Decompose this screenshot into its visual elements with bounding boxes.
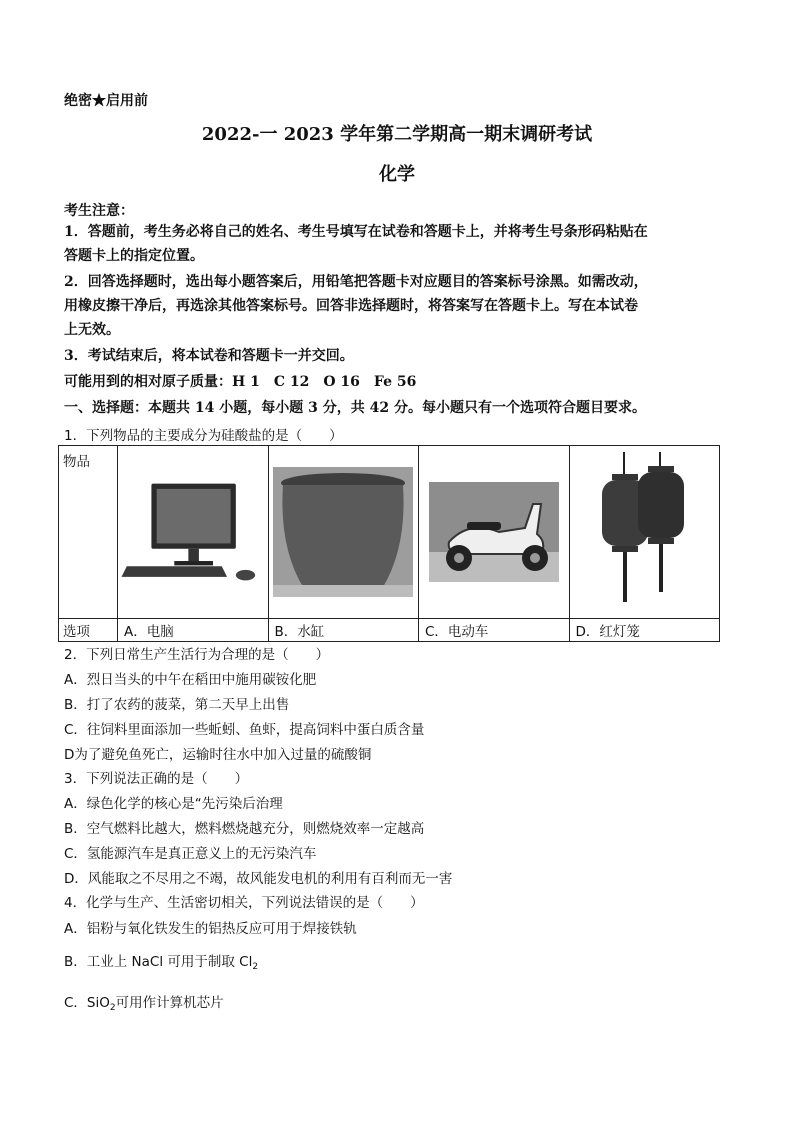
notice-item-2-line-1: 2．回答选择题时，选出每小题答案后，用铅笔把答题卡对应题目的答案标号涂黑。如需改动，: [64, 274, 648, 290]
computer-image-cell: [118, 446, 269, 619]
question-3-option-c: C．氢能源汽车是真正意义上的无污染汽车: [64, 846, 317, 862]
option-d: D．红灯笼: [569, 619, 720, 642]
question-2-option-b: B．打了农药的菠菜，第二天早上出售: [64, 697, 290, 713]
confidential-mark: 绝密★启用前: [64, 93, 148, 109]
water-jar-image-cell: [268, 446, 419, 619]
question-4-option-c-text: 可用作计算机芯片: [115, 995, 224, 1011]
row-label-items: 物品: [59, 446, 118, 619]
question-3-option-b: B．空气燃料比越大，燃料燃烧越充分，则燃烧效率一定越高: [64, 821, 425, 837]
option-c: C．电动车: [419, 619, 570, 642]
scooter-image: [429, 482, 559, 582]
silica-subscript: 2: [109, 1003, 116, 1013]
notice-item-1-line-1: 1．答题前，考生务必将自己的姓名、考生号填写在试卷和答题卡上，并将考生号条形码粘贴在: [64, 224, 648, 240]
option-b: B．水缸: [268, 619, 419, 642]
scooter-image-cell: [419, 446, 570, 619]
question-3-option-d: D．风能取之不尽用之不竭，故风能发电机的利用有百利而无一害: [64, 871, 453, 887]
question-3-option-a: A．绿色化学的核心是“先污染后治理: [64, 796, 283, 812]
red-lantern-image: [594, 452, 694, 612]
question-1-table: [58, 445, 720, 642]
question-2-stem: 2．下列日常生产生活行为合理的是（ ）: [64, 647, 330, 663]
question-2-option-d: D为了避免鱼死亡，运输时往水中加入过量的硫酸铜: [64, 747, 372, 763]
chlorine-subscript: 2: [252, 962, 259, 972]
question-3-stem: 3．下列说法正确的是（ ）: [64, 771, 249, 787]
row-label-options: 选项: [59, 619, 118, 642]
question-4-option-c-formula: C．SiO: [64, 995, 110, 1011]
exam-title: 2022-一 2023 学年第二学期高一期末调研考试: [201, 124, 593, 145]
atomic-masses: 可能用到的相对原子质量：H 1 C 12 O 16 Fe 56: [64, 374, 417, 390]
question-4-option-b-text: B．工业上 NaCl 可用于制取 Cl: [64, 954, 253, 970]
question-4-stem: 4．化学与生产、生活密切相关，下列说法错误的是（ ）: [64, 895, 424, 911]
notice-item-2-line-3: 上无效。: [64, 322, 120, 338]
section-heading: 一、选择题：本题共 14 小题，每小题 3 分，共 42 分。每小题只有一个选项符合题目要求。: [64, 400, 646, 416]
question-2-option-a: A．烈日当头的中午在稻田中施用碳铵化肥: [64, 672, 317, 688]
notice-item-1-line-2: 答题卡上的指定位置。: [64, 248, 204, 264]
notice-item-3: 3．考试结束后，将本试卷和答题卡一并交回。: [64, 348, 354, 364]
subject-title: 化学: [379, 164, 415, 185]
question-1-stem: 1．下列物品的主要成分为硅酸盐的是（ ）: [64, 428, 343, 444]
question-4-option-c: [64, 991, 224, 1013]
question-4-option-b: [64, 950, 258, 972]
water-jar-image: [273, 467, 413, 597]
option-a: A．电脑: [118, 619, 269, 642]
question-2-option-c: C．往饲料里面添加一些蚯蚓、鱼虾，提高饲料中蛋白质含量: [64, 722, 425, 738]
notice-heading: 考生注意：: [64, 203, 134, 219]
lantern-image-cell: [569, 446, 720, 619]
computer-image: [118, 467, 268, 597]
question-4-option-a: A．铝粉与氧化铁发生的铝热反应可用于焊接铁轨: [64, 921, 357, 937]
notice-item-2-line-2: 用橡皮擦干净后，再选涂其他答案标号。回答非选择题时，将答案写在答题卡上。写在本试卷: [64, 298, 638, 314]
